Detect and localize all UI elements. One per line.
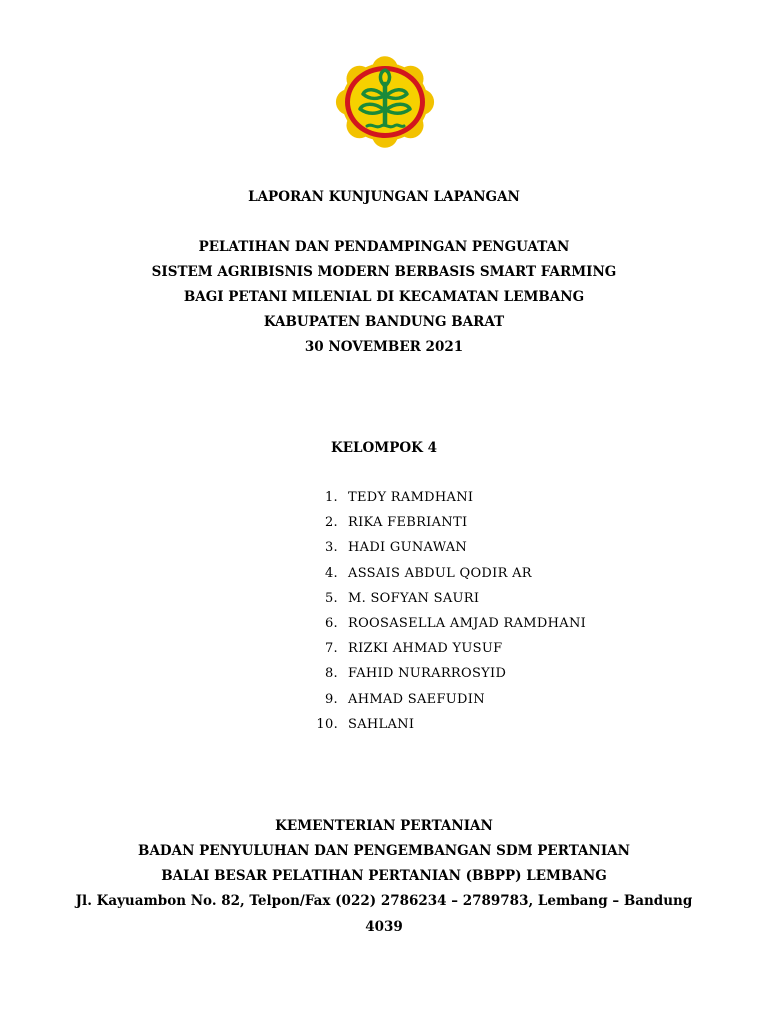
member-name: HADI GUNAWAN bbox=[348, 540, 468, 556]
activity-title-line-3: BAGI PETANI MILENIAL DI KECAMATAN LEMBANG bbox=[183, 289, 585, 305]
agency-name: BADAN PENYULUHAN DAN PENGEMBANGAN SDM PERTANIAN bbox=[138, 843, 630, 859]
list-item bbox=[0, 716, 768, 741]
member-name: RIKA FEBRIANTI bbox=[348, 515, 468, 531]
list-item bbox=[0, 640, 768, 665]
list-item bbox=[0, 691, 768, 716]
ministry-name: KEMENTERIAN PERTANIAN bbox=[275, 818, 493, 834]
kementan-logo-icon bbox=[330, 54, 440, 150]
list-item bbox=[0, 539, 768, 564]
group-title: KELOMPOK 4 bbox=[331, 440, 437, 456]
activity-date: 30 NOVEMBER 2021 bbox=[304, 339, 464, 355]
member-name: TEDY RAMDHANI bbox=[348, 490, 474, 505]
list-item bbox=[0, 489, 768, 514]
list-item bbox=[0, 590, 768, 615]
member-number: 8. bbox=[324, 666, 338, 682]
member-name: RIZKI AHMAD YUSUF bbox=[348, 641, 503, 657]
member-number: 6. bbox=[324, 615, 338, 631]
member-number: 4. bbox=[324, 565, 338, 581]
member-list bbox=[0, 489, 768, 741]
address-line-1: Jl. Kayuambon No. 82, Telpon/Fax (022) 2786234 – 2789783, Lembang – Bandung bbox=[75, 893, 693, 909]
member-number: 2. bbox=[324, 515, 338, 531]
list-item bbox=[0, 615, 768, 640]
member-number: 3. bbox=[324, 540, 338, 556]
activity-title-line-4: KABUPATEN BANDUNG BARAT bbox=[263, 314, 505, 330]
member-name: ASSAIS ABDUL QODIR AR bbox=[348, 565, 532, 581]
member-number: 1. bbox=[324, 490, 338, 505]
member-number: 5. bbox=[324, 590, 338, 606]
member-name: AHMAD SAEFUDIN bbox=[348, 691, 485, 707]
report-title: LAPORAN KUNJUNGAN LAPANGAN bbox=[248, 189, 520, 205]
member-name: M. SOFYAN SAURI bbox=[348, 590, 480, 606]
member-name: SAHLANI bbox=[348, 716, 415, 732]
address-line-2: 4039 bbox=[365, 919, 403, 935]
member-number: 7. bbox=[324, 641, 338, 657]
list-item bbox=[0, 665, 768, 690]
member-number: 9. bbox=[324, 691, 338, 707]
member-name: FAHID NURARROSYID bbox=[348, 666, 507, 682]
member-number: 10. bbox=[316, 716, 338, 732]
activity-title-line-2: SISTEM AGRIBISNIS MODERN BERBASIS SMART FARMING bbox=[151, 264, 617, 280]
list-item bbox=[0, 514, 768, 539]
list-item bbox=[0, 565, 768, 590]
member-name: ROOSASELLA AMJAD RAMDHANI bbox=[348, 615, 587, 631]
activity-title-line-1: PELATIHAN DAN PENDAMPINGAN PENGUATAN bbox=[198, 239, 570, 255]
center-name: BALAI BESAR PELATIHAN PERTANIAN (BBPP) LEMBANG bbox=[161, 868, 607, 884]
